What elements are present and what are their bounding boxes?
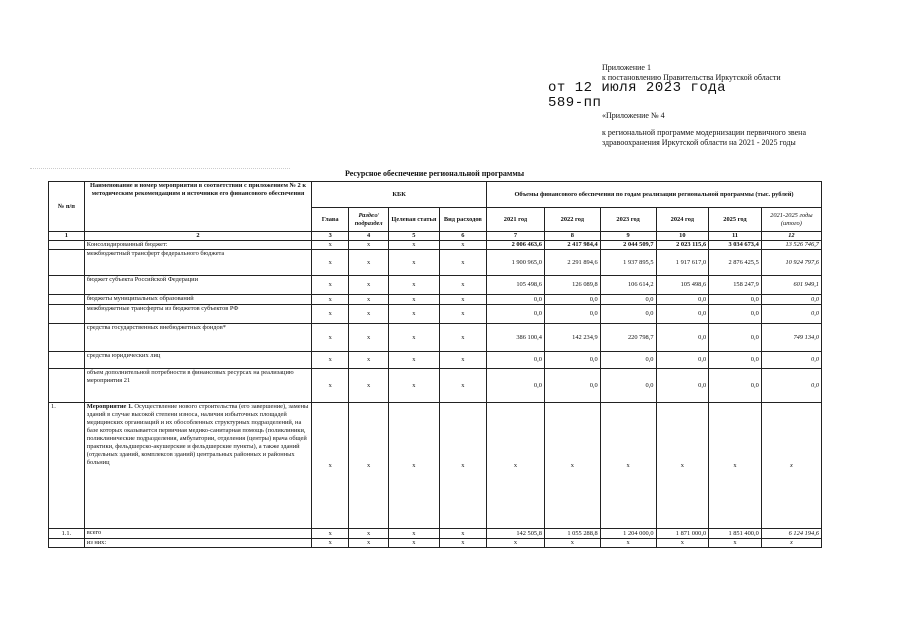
table-row bbox=[49, 305, 822, 324]
value-total: 13 526 746,7 bbox=[761, 241, 821, 250]
row-num bbox=[49, 352, 85, 369]
value-2025: x bbox=[709, 403, 762, 529]
stamp-date: от 12 июля 2023 года bbox=[548, 80, 727, 96]
kbk-statya: x bbox=[389, 539, 440, 548]
row-name: всего bbox=[84, 529, 311, 539]
value-2025: 3 034 673,4 bbox=[709, 241, 762, 250]
value-2025: 0,0 bbox=[709, 295, 762, 305]
value-total: 6 124 194,6 bbox=[761, 529, 821, 539]
kbk-glava: x bbox=[312, 539, 349, 548]
kbk-vid: x bbox=[439, 369, 486, 403]
value-2021: x bbox=[487, 403, 545, 529]
appendix-line-5: здравоохранения Иркутской области на 2021 - 2025 годы bbox=[602, 138, 796, 147]
value-total: 0,0 bbox=[761, 305, 821, 324]
kbk-glava: x bbox=[312, 529, 349, 539]
value-2022: 1 055 288,8 bbox=[544, 529, 600, 539]
kbk-razdel: x bbox=[349, 241, 389, 250]
row-num: 1. bbox=[49, 403, 85, 529]
kbk-statya: x bbox=[389, 369, 440, 403]
value-2023: 2 044 509,7 bbox=[600, 241, 656, 250]
header-2022: 2022 год bbox=[544, 208, 600, 232]
header-glava: Глава bbox=[312, 208, 349, 232]
value-2021: 0,0 bbox=[487, 352, 545, 369]
value-2025: 0,0 bbox=[709, 305, 762, 324]
col-number: 3 bbox=[312, 232, 349, 241]
row-name: бюджеты муниципальных образований bbox=[84, 295, 311, 305]
value-total: x bbox=[761, 403, 821, 529]
table-row bbox=[49, 539, 822, 548]
appendix-line-4: к региональной программе модернизации первичного звена bbox=[602, 128, 807, 137]
header-2023: 2023 год bbox=[600, 208, 656, 232]
col-number: 6 bbox=[439, 232, 486, 241]
kbk-glava: x bbox=[312, 324, 349, 352]
value-2022: 2 417 984,4 bbox=[544, 241, 600, 250]
value-2023: 220 798,7 bbox=[600, 324, 656, 352]
kbk-razdel: x bbox=[349, 352, 389, 369]
value-2021: 0,0 bbox=[487, 305, 545, 324]
stamp-number: 589-пп bbox=[548, 95, 602, 111]
header-total: 2021-2025 годы (итого) bbox=[761, 208, 821, 232]
col-number: 1 bbox=[49, 232, 85, 241]
kbk-statya: x bbox=[389, 276, 440, 295]
value-total: 10 924 797,6 bbox=[761, 250, 821, 276]
kbk-glava: x bbox=[312, 369, 349, 403]
value-total: 601 949,1 bbox=[761, 276, 821, 295]
value-2022: 2 291 894,6 bbox=[544, 250, 600, 276]
row-name: Консолидированный бюджет: bbox=[84, 241, 311, 250]
appendix-line-3: «Приложение № 4 bbox=[602, 111, 665, 120]
value-2024: x bbox=[656, 539, 709, 548]
table-row bbox=[49, 403, 822, 529]
col-number: 8 bbox=[544, 232, 600, 241]
kbk-razdel: x bbox=[349, 295, 389, 305]
value-2024: 2 023 115,6 bbox=[656, 241, 709, 250]
value-2021: 386 100,4 bbox=[487, 324, 545, 352]
kbk-statya: x bbox=[389, 241, 440, 250]
value-total: 0,0 bbox=[761, 295, 821, 305]
col-number: 5 bbox=[389, 232, 440, 241]
row-name: из них: bbox=[84, 539, 311, 548]
value-2021: 0,0 bbox=[487, 369, 545, 403]
appendix-line-1: Приложение 1 bbox=[602, 63, 651, 72]
kbk-vid: x bbox=[439, 529, 486, 539]
header-2025: 2025 год bbox=[709, 208, 762, 232]
value-2025: 0,0 bbox=[709, 369, 762, 403]
header-vid: Вид расходов bbox=[439, 208, 486, 232]
header-num: № п/п bbox=[49, 182, 85, 232]
row-num bbox=[49, 324, 85, 352]
appendix-line-2: к постановлению Правительства Иркутской области bbox=[602, 73, 781, 82]
kbk-razdel: x bbox=[349, 305, 389, 324]
header-statya: Целевая статья bbox=[389, 208, 440, 232]
value-2025: 158 247,9 bbox=[709, 276, 762, 295]
header-2024: 2024 год bbox=[656, 208, 709, 232]
value-2021: 0,0 bbox=[487, 295, 545, 305]
value-total: 0,0 bbox=[761, 369, 821, 403]
value-2022: x bbox=[544, 403, 600, 529]
resource-table bbox=[48, 181, 822, 548]
value-total: 0,0 bbox=[761, 352, 821, 369]
value-2023: x bbox=[600, 539, 656, 548]
kbk-vid: x bbox=[439, 295, 486, 305]
row-name: средства юридических лиц bbox=[84, 352, 311, 369]
kbk-statya: x bbox=[389, 324, 440, 352]
header-name: Наименование и номер мероприятия в соответствии с приложением № 2 к методическим рекомендациям и источники его финансового обеспечения bbox=[84, 182, 311, 232]
kbk-glava: x bbox=[312, 241, 349, 250]
value-2022: 0,0 bbox=[544, 369, 600, 403]
value-2023: 1 204 000,0 bbox=[600, 529, 656, 539]
kbk-razdel: x bbox=[349, 529, 389, 539]
kbk-statya: x bbox=[389, 295, 440, 305]
kbk-vid: x bbox=[439, 241, 486, 250]
value-total: 749 134,0 bbox=[761, 324, 821, 352]
value-2023: 106 614,2 bbox=[600, 276, 656, 295]
header-razdel: Раздел/ подраздел bbox=[349, 208, 389, 232]
kbk-glava: x bbox=[312, 305, 349, 324]
value-2025: x bbox=[709, 539, 762, 548]
measure-description: Осуществление нового строительства (его завершение), замены зданий в случае высокой степени износа, наличия избыточных площадей медицинских организаций и их обособленных структурных подразделений, на базе которых оказывается первичная медико-санитарная помощь (поликлиники, поликлинические подразделения, амбулатории, отделения (центры) врача общей практики, фельдшерско-акушерские и фельдшерские пункты), а также зданий (отдельных зданий, комплексов зданий) центральных районных и районных больниц bbox=[86, 403, 309, 466]
kbk-vid: x bbox=[439, 276, 486, 295]
kbk-statya: x bbox=[389, 352, 440, 369]
col-number: 11 bbox=[709, 232, 762, 241]
kbk-razdel: x bbox=[349, 539, 389, 548]
kbk-glava: x bbox=[312, 295, 349, 305]
row-name: межбюджетный трансферт федерального бюджета bbox=[84, 250, 311, 276]
measure-title: Мероприятие 1. bbox=[86, 403, 133, 410]
scan-artifact-line bbox=[30, 168, 290, 169]
value-2023: 0,0 bbox=[600, 369, 656, 403]
value-2024: 0,0 bbox=[656, 324, 709, 352]
kbk-vid: x bbox=[439, 305, 486, 324]
value-2024: 0,0 bbox=[656, 305, 709, 324]
col-number: 10 bbox=[656, 232, 709, 241]
kbk-glava: x bbox=[312, 352, 349, 369]
kbk-glava: x bbox=[312, 276, 349, 295]
value-2021: 105 498,6 bbox=[487, 276, 545, 295]
kbk-glava: x bbox=[312, 403, 349, 529]
kbk-vid: x bbox=[439, 403, 486, 529]
value-total: x bbox=[761, 539, 821, 548]
table-row bbox=[49, 369, 822, 403]
value-2024: 105 498,6 bbox=[656, 276, 709, 295]
kbk-vid: x bbox=[439, 539, 486, 548]
value-2024: x bbox=[656, 403, 709, 529]
value-2025: 0,0 bbox=[709, 352, 762, 369]
row-num bbox=[49, 250, 85, 276]
kbk-vid: x bbox=[439, 250, 486, 276]
col-number: 9 bbox=[600, 232, 656, 241]
kbk-statya: x bbox=[389, 305, 440, 324]
row-name bbox=[84, 403, 311, 529]
col-number: 4 bbox=[349, 232, 389, 241]
row-num bbox=[49, 276, 85, 295]
value-2025: 1 851 400,0 bbox=[709, 529, 762, 539]
column-numbers-row bbox=[49, 232, 822, 241]
table-row bbox=[49, 324, 822, 352]
value-2024: 0,0 bbox=[656, 369, 709, 403]
row-name: межбюджетные трансферты из бюджетов субъектов РФ bbox=[84, 305, 311, 324]
kbk-razdel: x bbox=[349, 250, 389, 276]
kbk-razdel: x bbox=[349, 369, 389, 403]
col-number: 12 bbox=[761, 232, 821, 241]
value-2022: 0,0 bbox=[544, 305, 600, 324]
row-name: средства государственных внебюджетных фондов* bbox=[84, 324, 311, 352]
row-num bbox=[49, 305, 85, 324]
row-num bbox=[49, 539, 85, 548]
value-2022: 0,0 bbox=[544, 295, 600, 305]
value-2021: x bbox=[487, 539, 545, 548]
kbk-statya: x bbox=[389, 250, 440, 276]
row-name: объем дополнительной потребности в финансовых ресурсах на реализацию мероприятия 21 bbox=[84, 369, 311, 403]
table-caption: Ресурсное обеспечение региональной программы bbox=[345, 169, 525, 178]
col-number: 2 bbox=[84, 232, 311, 241]
value-2025: 2 876 425,5 bbox=[709, 250, 762, 276]
table-row bbox=[49, 295, 822, 305]
kbk-glava: x bbox=[312, 250, 349, 276]
value-2021: 1 900 965,0 bbox=[487, 250, 545, 276]
header-volumes: Объемы финансового обеспечения по годам реализации региональной программы (тыс. рублей) bbox=[487, 182, 822, 208]
header-2021: 2021 год bbox=[487, 208, 545, 232]
table-row bbox=[49, 241, 822, 250]
value-2021: 2 006 463,6 bbox=[487, 241, 545, 250]
row-name: бюджет субъекта Российской Федерации bbox=[84, 276, 311, 295]
kbk-statya: x bbox=[389, 529, 440, 539]
kbk-vid: x bbox=[439, 352, 486, 369]
kbk-razdel: x bbox=[349, 276, 389, 295]
row-num bbox=[49, 295, 85, 305]
kbk-vid: x bbox=[439, 324, 486, 352]
row-num: 1.1. bbox=[49, 529, 85, 539]
value-2022: 126 089,8 bbox=[544, 276, 600, 295]
value-2021: 142 505,8 bbox=[487, 529, 545, 539]
kbk-razdel: x bbox=[349, 403, 389, 529]
value-2022: x bbox=[544, 539, 600, 548]
value-2024: 0,0 bbox=[656, 295, 709, 305]
kbk-razdel: x bbox=[349, 324, 389, 352]
value-2024: 1 917 617,0 bbox=[656, 250, 709, 276]
header-kbk: КБК bbox=[312, 182, 487, 208]
table-row bbox=[49, 250, 822, 276]
value-2023: 0,0 bbox=[600, 305, 656, 324]
value-2023: x bbox=[600, 403, 656, 529]
value-2022: 142 234,9 bbox=[544, 324, 600, 352]
value-2024: 1 871 000,0 bbox=[656, 529, 709, 539]
table-row bbox=[49, 529, 822, 539]
row-num bbox=[49, 241, 85, 250]
value-2022: 0,0 bbox=[544, 352, 600, 369]
kbk-statya: x bbox=[389, 403, 440, 529]
table-row bbox=[49, 276, 822, 295]
value-2023: 0,0 bbox=[600, 295, 656, 305]
table-row bbox=[49, 352, 822, 369]
value-2025: 0,0 bbox=[709, 324, 762, 352]
value-2024: 0,0 bbox=[656, 352, 709, 369]
value-2023: 0,0 bbox=[600, 352, 656, 369]
value-2023: 1 937 895,5 bbox=[600, 250, 656, 276]
row-num bbox=[49, 369, 85, 403]
col-number: 7 bbox=[487, 232, 545, 241]
